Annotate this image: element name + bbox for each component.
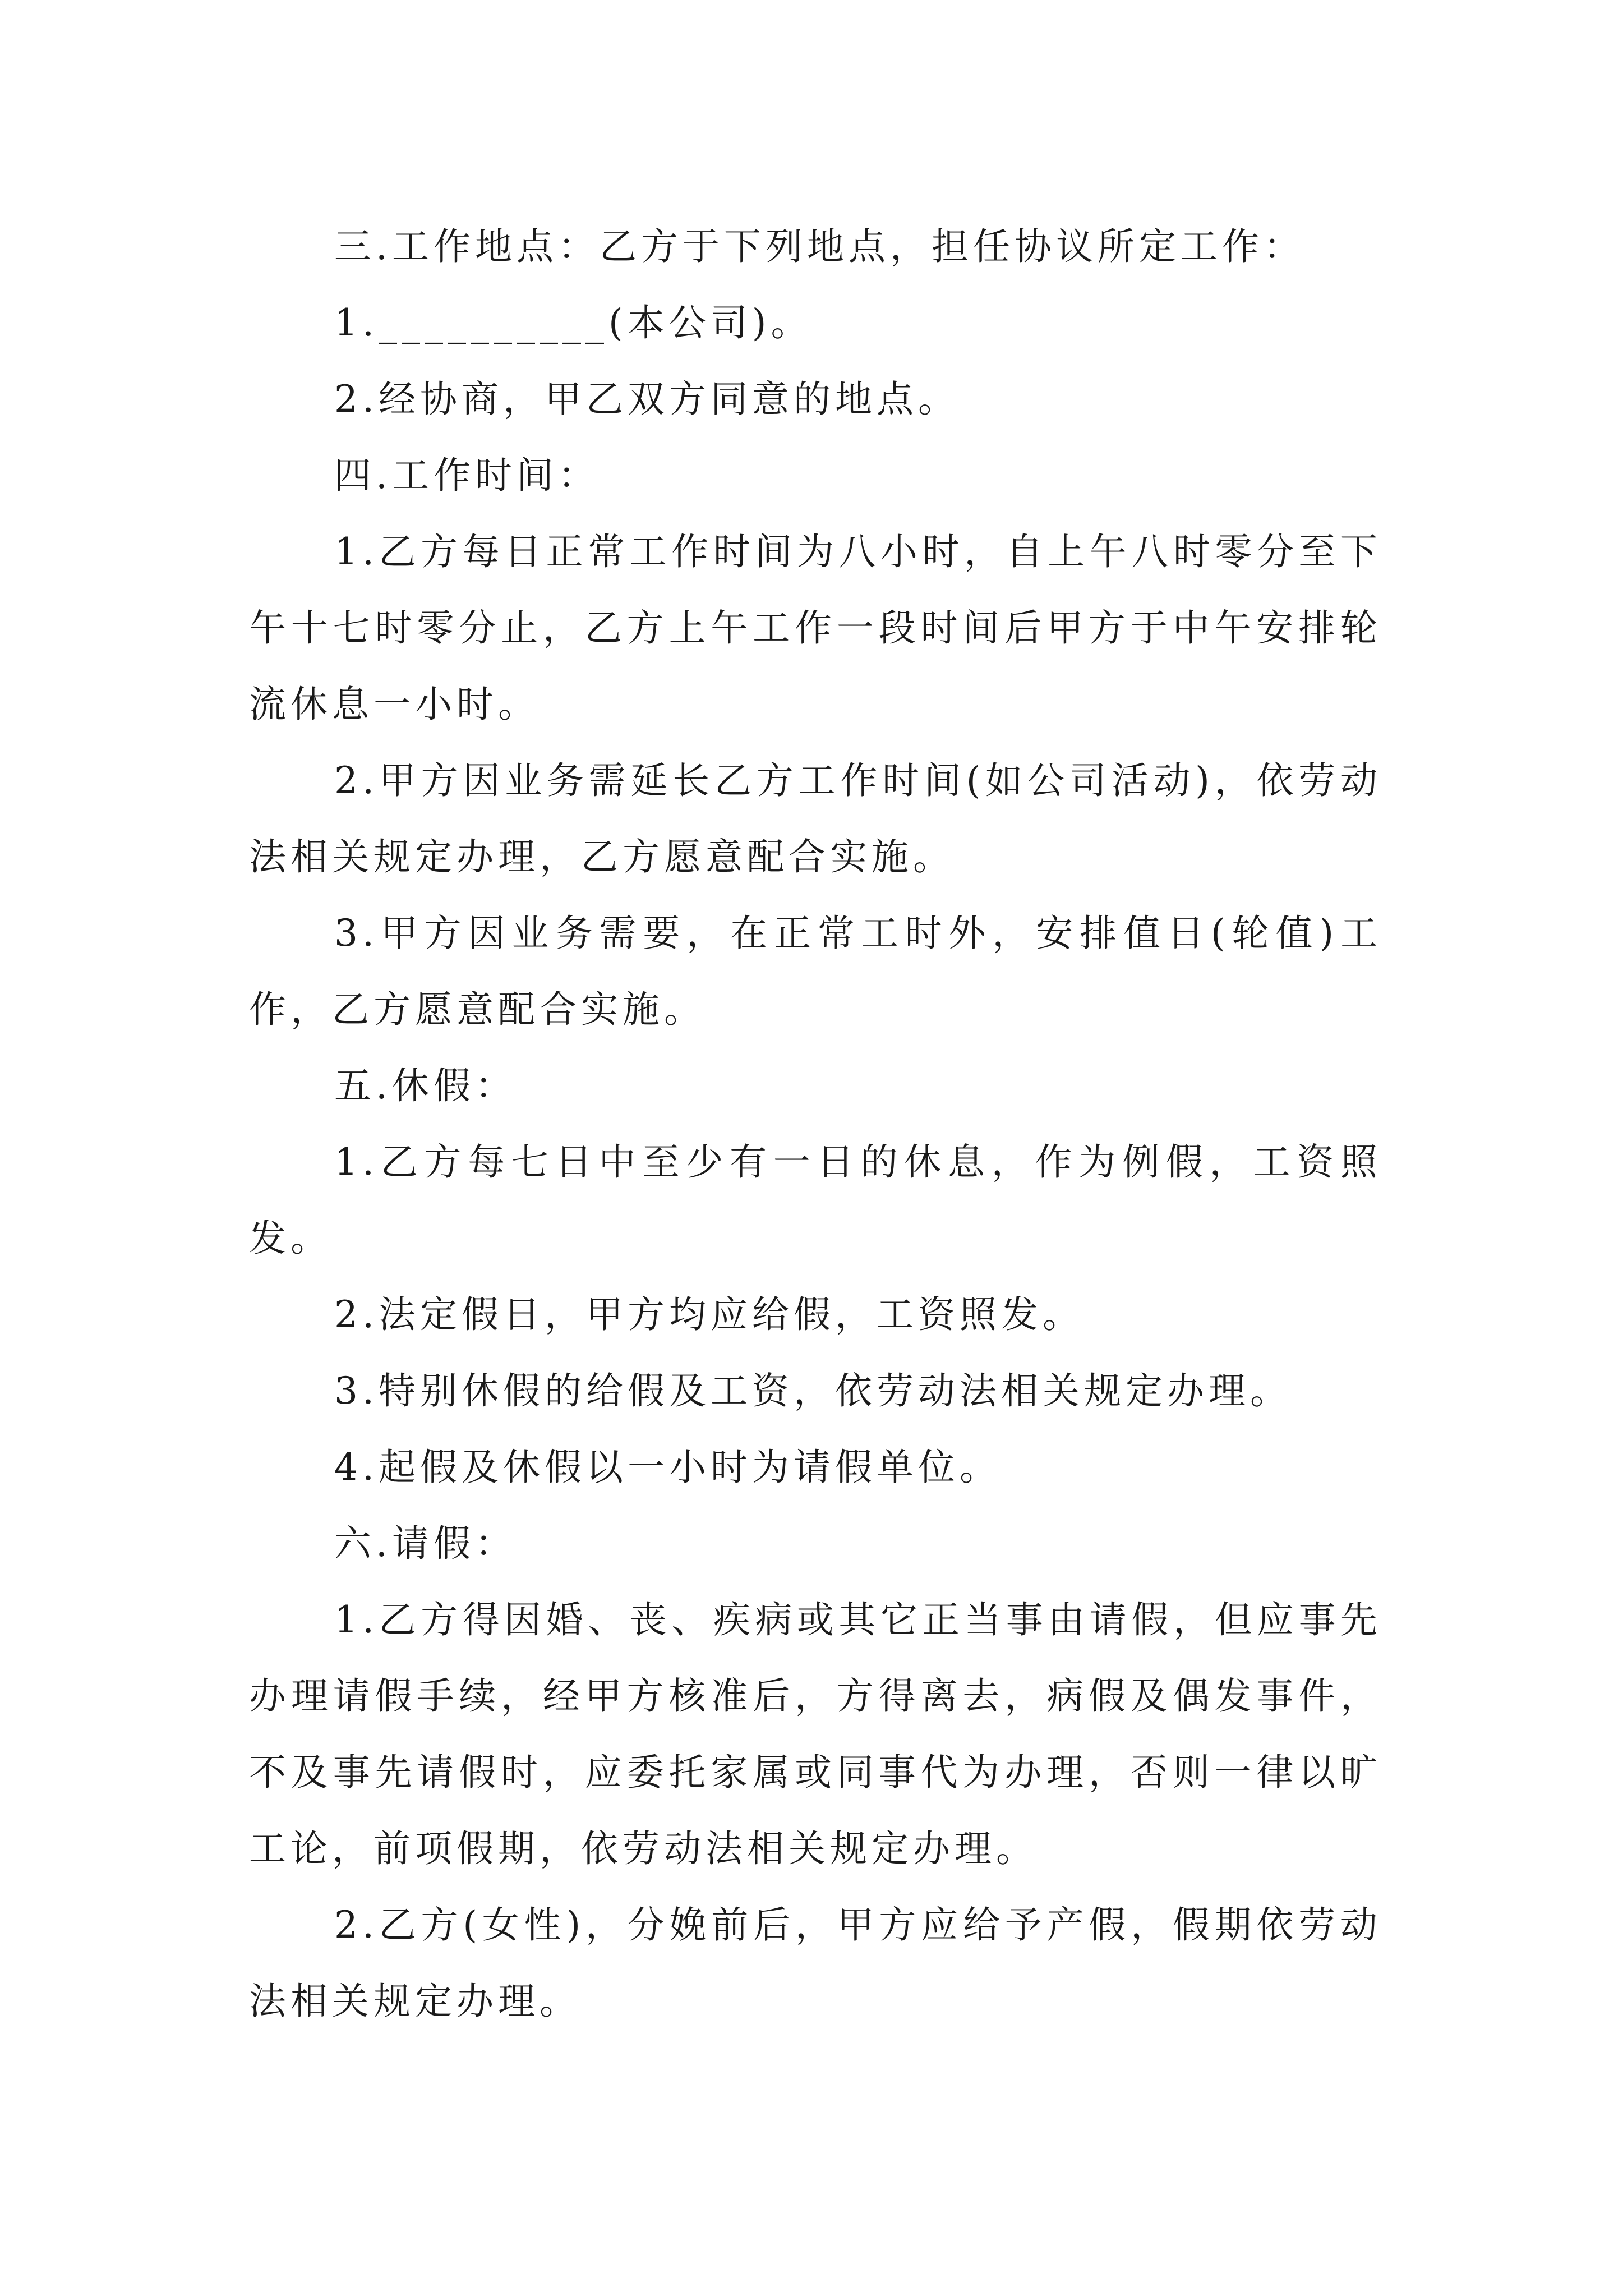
leave-item-1: 1.乙方得因婚、丧、疾病或其它正当事由请假，但应事先办理请假手续，经甲方核准后，方得离去，病假及偶发事件，不及事先请假时，应委托家属或同事代为办理，否则一律以旷工论，前项假期，依劳动法相关规定办理。 [249, 1598, 1382, 1870]
holidays-item-2: 2.法定假日，甲方均应给假，工资照发。 [334, 1293, 1084, 1336]
document-body [249, 209, 1382, 2040]
section-heading-work-location: 三.工作地点：乙方于下列地点，担任协议所定工作： [334, 225, 1305, 268]
section-heading-holidays: 五.休假： [334, 1064, 517, 1107]
work-hours-item-2: 2.甲方因业务需延长乙方工作时间(如公司活动)，依劳动法相关规定办理，乙方愿意配合实施。 [249, 759, 1382, 878]
holidays-item-4: 4.起假及休假以一小时为请假单位。 [334, 1446, 1001, 1489]
holidays-item-3: 3.特别休假的给假及工资，依劳动法相关规定办理。 [334, 1369, 1292, 1412]
leave-item-2: 2.乙方(女性)，分娩前后，甲方应给予产假，假期依劳动法相关规定办理。 [249, 1903, 1382, 2023]
work-location-item-1: 1.__________(本公司)。 [334, 301, 813, 344]
holidays-item-1: 1.乙方每七日中至少有一日的休息，作为例假，工资照发。 [249, 1140, 1382, 1260]
work-location-item-2: 2.经协商，甲乙双方同意的地点。 [334, 378, 960, 421]
section-heading-work-hours: 四.工作时间： [334, 454, 600, 497]
section-heading-leave: 六.请假： [334, 1522, 517, 1565]
work-hours-item-3: 3.甲方因业务需要，在正常工时外，安排值日(轮值)工作，乙方愿意配合实施。 [249, 912, 1382, 1031]
work-hours-item-1: 1.乙方每日正常工作时间为八小时，自上午八时零分至下午十七时零分止，乙方上午工作一段时间后甲方于中午安排轮流休息一小时。 [249, 530, 1382, 726]
